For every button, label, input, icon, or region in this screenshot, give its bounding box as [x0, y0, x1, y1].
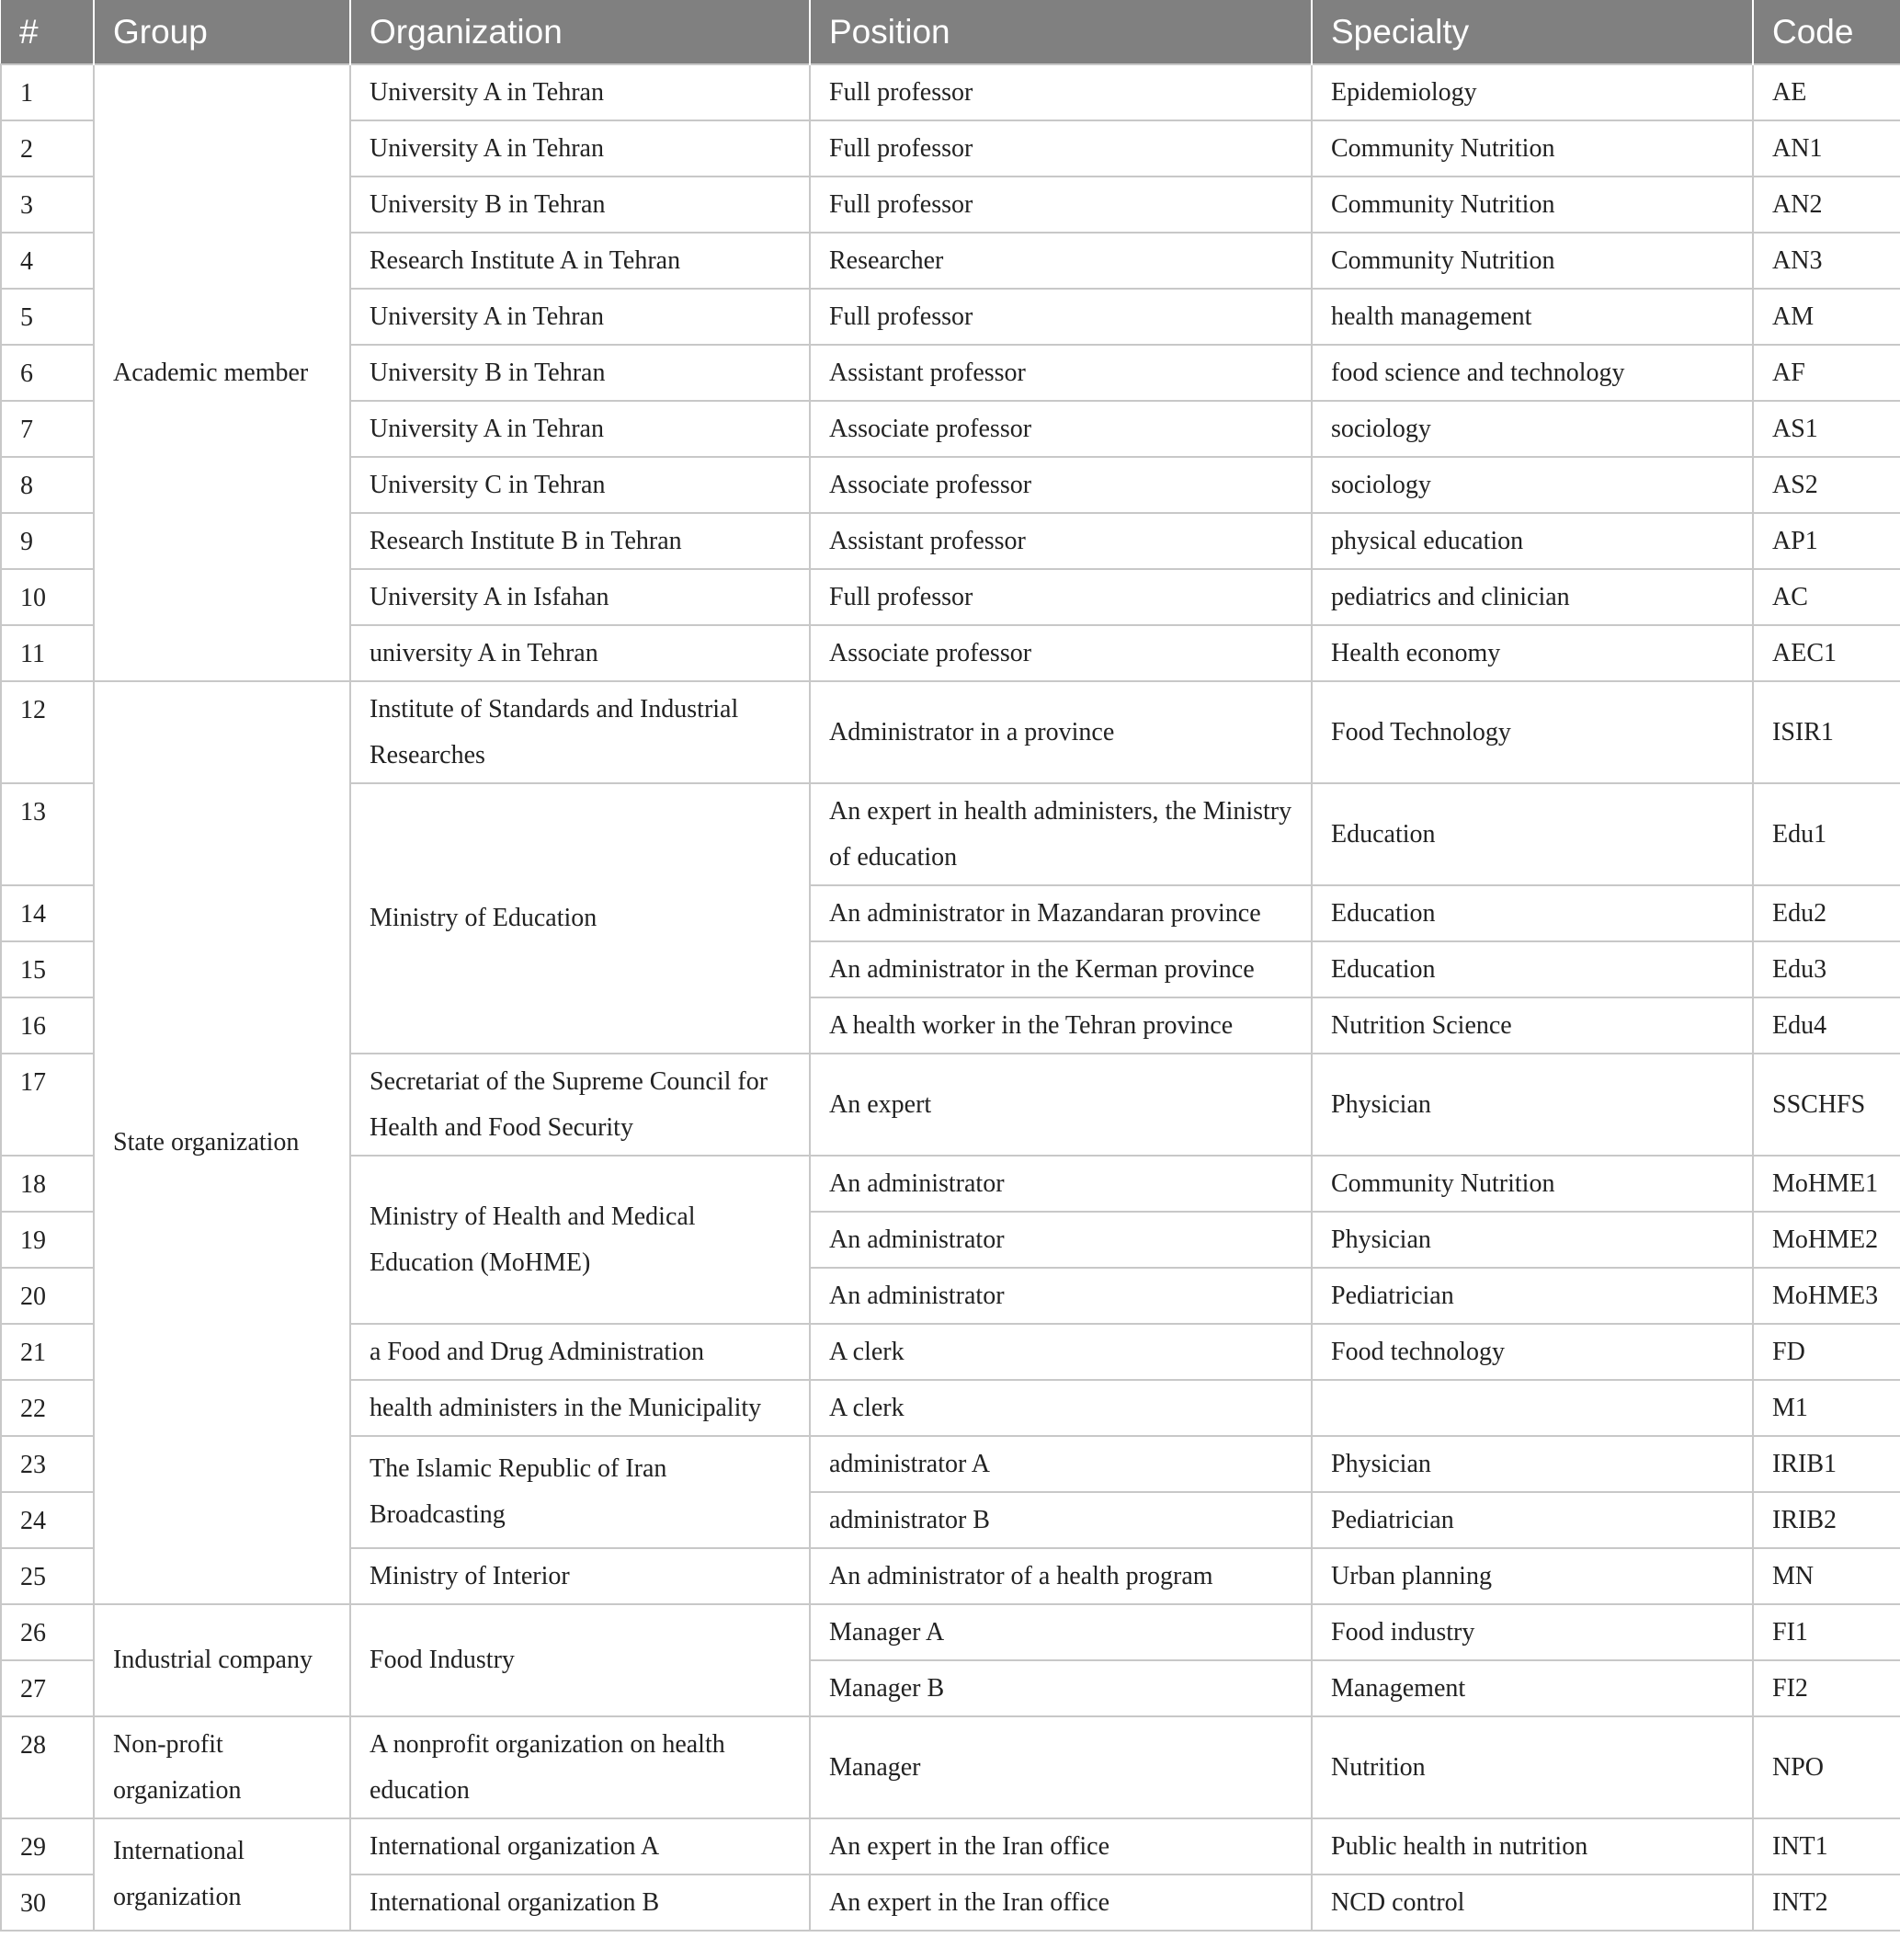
position-cell: An expert — [810, 1054, 1312, 1156]
code-cell: AP1 — [1753, 513, 1900, 569]
row-number: 12 — [1, 681, 94, 783]
specialty-cell: Health economy — [1312, 625, 1753, 681]
row-number: 19 — [1, 1212, 94, 1268]
specialty-cell: Epidemiology — [1312, 64, 1753, 120]
table-row — [1, 681, 1900, 783]
row-number: 25 — [1, 1548, 94, 1604]
organization-cell: A nonprofit organization on health education — [350, 1716, 810, 1818]
group-cell: Industrial company — [94, 1604, 350, 1716]
code-cell: INT1 — [1753, 1818, 1900, 1875]
position-cell: Full professor — [810, 569, 1312, 625]
position-cell: An expert in the Iran office — [810, 1875, 1312, 1931]
position-cell: Administrator in a province — [810, 681, 1312, 783]
specialty-cell: Nutrition Science — [1312, 997, 1753, 1054]
organization-cell: University A in Tehran — [350, 64, 810, 120]
organization-cell: Research Institute A in Tehran — [350, 233, 810, 289]
group-cell: State organization — [94, 681, 350, 1604]
position-cell: A clerk — [810, 1380, 1312, 1436]
code-cell: IRIB2 — [1753, 1492, 1900, 1548]
code-cell: AC — [1753, 569, 1900, 625]
table-row — [1, 1716, 1900, 1818]
position-cell: Full professor — [810, 64, 1312, 120]
position-cell: Assistant professor — [810, 513, 1312, 569]
specialty-cell: Physician — [1312, 1054, 1753, 1156]
specialty-cell: Education — [1312, 783, 1753, 885]
position-cell: Full professor — [810, 177, 1312, 233]
header-row — [1, 0, 1900, 64]
row-number: 17 — [1, 1054, 94, 1156]
row-number: 9 — [1, 513, 94, 569]
row-number: 14 — [1, 885, 94, 941]
position-cell: Assistant professor — [810, 345, 1312, 401]
code-cell: AS1 — [1753, 401, 1900, 457]
specialty-cell: health management — [1312, 289, 1753, 345]
position-cell: Associate professor — [810, 457, 1312, 513]
specialty-cell: physical education — [1312, 513, 1753, 569]
table-row — [1, 64, 1900, 120]
organization-cell: Ministry of Interior — [350, 1548, 810, 1604]
header-number: # — [1, 0, 94, 64]
organization-cell: International organization A — [350, 1818, 810, 1875]
code-cell: Edu3 — [1753, 941, 1900, 997]
row-number: 15 — [1, 941, 94, 997]
code-cell: FI2 — [1753, 1660, 1900, 1716]
header-specialty: Specialty — [1312, 0, 1753, 64]
row-number: 6 — [1, 345, 94, 401]
code-cell: AN1 — [1753, 120, 1900, 177]
specialty-cell: Public health in nutrition — [1312, 1818, 1753, 1875]
position-cell: Manager B — [810, 1660, 1312, 1716]
specialty-cell: Community Nutrition — [1312, 177, 1753, 233]
row-number: 27 — [1, 1660, 94, 1716]
specialty-cell: Physician — [1312, 1436, 1753, 1492]
code-cell: SSCHFS — [1753, 1054, 1900, 1156]
organization-cell: The Islamic Republic of Iran Broadcasting — [350, 1436, 810, 1548]
position-cell: administrator B — [810, 1492, 1312, 1548]
position-cell: An expert in the Iran office — [810, 1818, 1312, 1875]
specialty-cell: Management — [1312, 1660, 1753, 1716]
row-number: 28 — [1, 1716, 94, 1818]
position-cell: A clerk — [810, 1324, 1312, 1380]
specialty-cell: Education — [1312, 885, 1753, 941]
specialty-cell: Pediatrician — [1312, 1268, 1753, 1324]
position-cell: Full professor — [810, 120, 1312, 177]
row-number: 2 — [1, 120, 94, 177]
group-cell: International organization — [94, 1818, 350, 1931]
position-cell: An administrator — [810, 1268, 1312, 1324]
row-number: 21 — [1, 1324, 94, 1380]
row-number: 24 — [1, 1492, 94, 1548]
header-group: Group — [94, 0, 350, 64]
specialty-cell: Pediatrician — [1312, 1492, 1753, 1548]
organization-cell: Ministry of Education — [350, 783, 810, 1054]
table-row — [1, 1604, 1900, 1660]
code-cell: MoHME3 — [1753, 1268, 1900, 1324]
specialty-cell: Education — [1312, 941, 1753, 997]
organization-cell: Ministry of Health and Medical Education (MoHME) — [350, 1156, 810, 1324]
position-cell: An expert in health administers, the Ministry of education — [810, 783, 1312, 885]
specialty-cell: pediatrics and clinician — [1312, 569, 1753, 625]
position-cell: Associate professor — [810, 401, 1312, 457]
organization-cell: health administers in the Municipality — [350, 1380, 810, 1436]
organization-cell: Institute of Standards and Industrial Researches — [350, 681, 810, 783]
row-number: 29 — [1, 1818, 94, 1875]
specialty-cell: Urban planning — [1312, 1548, 1753, 1604]
code-cell: AN3 — [1753, 233, 1900, 289]
code-cell: Edu1 — [1753, 783, 1900, 885]
specialty-cell: Food industry — [1312, 1604, 1753, 1660]
specialty-cell: Community Nutrition — [1312, 120, 1753, 177]
header-code: Code — [1753, 0, 1900, 64]
specialty-cell: Physician — [1312, 1212, 1753, 1268]
position-cell: An administrator in the Kerman province — [810, 941, 1312, 997]
organization-cell: University A in Tehran — [350, 120, 810, 177]
specialty-cell: Community Nutrition — [1312, 233, 1753, 289]
code-cell: MoHME1 — [1753, 1156, 1900, 1212]
organization-cell: University B in Tehran — [350, 177, 810, 233]
code-cell: AE — [1753, 64, 1900, 120]
row-number: 23 — [1, 1436, 94, 1492]
organization-cell: University A in Tehran — [350, 401, 810, 457]
position-cell: An administrator in Mazandaran province — [810, 885, 1312, 941]
organization-cell: University A in Isfahan — [350, 569, 810, 625]
row-number: 1 — [1, 64, 94, 120]
specialty-cell: Community Nutrition — [1312, 1156, 1753, 1212]
code-cell: AM — [1753, 289, 1900, 345]
row-number: 11 — [1, 625, 94, 681]
specialty-cell: food science and technology — [1312, 345, 1753, 401]
row-number: 30 — [1, 1875, 94, 1931]
code-cell: Edu2 — [1753, 885, 1900, 941]
organization-cell: Secretariat of the Supreme Council for Health and Food Security — [350, 1054, 810, 1156]
position-cell: Full professor — [810, 289, 1312, 345]
row-number: 7 — [1, 401, 94, 457]
code-cell: AN2 — [1753, 177, 1900, 233]
specialty-cell: NCD control — [1312, 1875, 1753, 1931]
row-number: 16 — [1, 997, 94, 1054]
code-cell: FD — [1753, 1324, 1900, 1380]
organization-cell: University B in Tehran — [350, 345, 810, 401]
code-cell: MN — [1753, 1548, 1900, 1604]
code-cell: ISIR1 — [1753, 681, 1900, 783]
group-cell: Non-profit organization — [94, 1716, 350, 1818]
position-cell: Researcher — [810, 233, 1312, 289]
position-cell: An administrator — [810, 1212, 1312, 1268]
code-cell: Edu4 — [1753, 997, 1900, 1054]
row-number: 20 — [1, 1268, 94, 1324]
organization-cell: University C in Tehran — [350, 457, 810, 513]
group-cell: Academic member — [94, 64, 350, 681]
code-cell: INT2 — [1753, 1875, 1900, 1931]
code-cell: MoHME2 — [1753, 1212, 1900, 1268]
table-row — [1, 1818, 1900, 1875]
specialty-cell: Nutrition — [1312, 1716, 1753, 1818]
organization-cell: International organization B — [350, 1875, 810, 1931]
organization-cell: Food Industry — [350, 1604, 810, 1716]
header-position: Position — [810, 0, 1312, 64]
row-number: 13 — [1, 783, 94, 885]
position-cell: Associate professor — [810, 625, 1312, 681]
position-cell: A health worker in the Tehran province — [810, 997, 1312, 1054]
code-cell: IRIB1 — [1753, 1436, 1900, 1492]
organization-cell: a Food and Drug Administration — [350, 1324, 810, 1380]
specialty-cell: sociology — [1312, 401, 1753, 457]
position-cell: Manager — [810, 1716, 1312, 1818]
code-cell: FI1 — [1753, 1604, 1900, 1660]
specialty-cell: sociology — [1312, 457, 1753, 513]
specialty-cell: Food technology — [1312, 1324, 1753, 1380]
position-cell: An administrator — [810, 1156, 1312, 1212]
organization-cell: Research Institute B in Tehran — [350, 513, 810, 569]
organization-cell: university A in Tehran — [350, 625, 810, 681]
row-number: 22 — [1, 1380, 94, 1436]
row-number: 8 — [1, 457, 94, 513]
specialty-cell — [1312, 1380, 1753, 1436]
row-number: 3 — [1, 177, 94, 233]
row-number: 26 — [1, 1604, 94, 1660]
code-cell: AS2 — [1753, 457, 1900, 513]
position-cell: An administrator of a health program — [810, 1548, 1312, 1604]
row-number: 4 — [1, 233, 94, 289]
row-number: 10 — [1, 569, 94, 625]
specialty-cell: Food Technology — [1312, 681, 1753, 783]
code-cell: AF — [1753, 345, 1900, 401]
organization-cell: University A in Tehran — [350, 289, 810, 345]
position-cell: administrator A — [810, 1436, 1312, 1492]
code-cell: AEC1 — [1753, 625, 1900, 681]
row-number: 18 — [1, 1156, 94, 1212]
position-cell: Manager A — [810, 1604, 1312, 1660]
code-cell: M1 — [1753, 1380, 1900, 1436]
row-number: 5 — [1, 289, 94, 345]
header-organization: Organization — [350, 0, 810, 64]
code-cell: NPO — [1753, 1716, 1900, 1818]
